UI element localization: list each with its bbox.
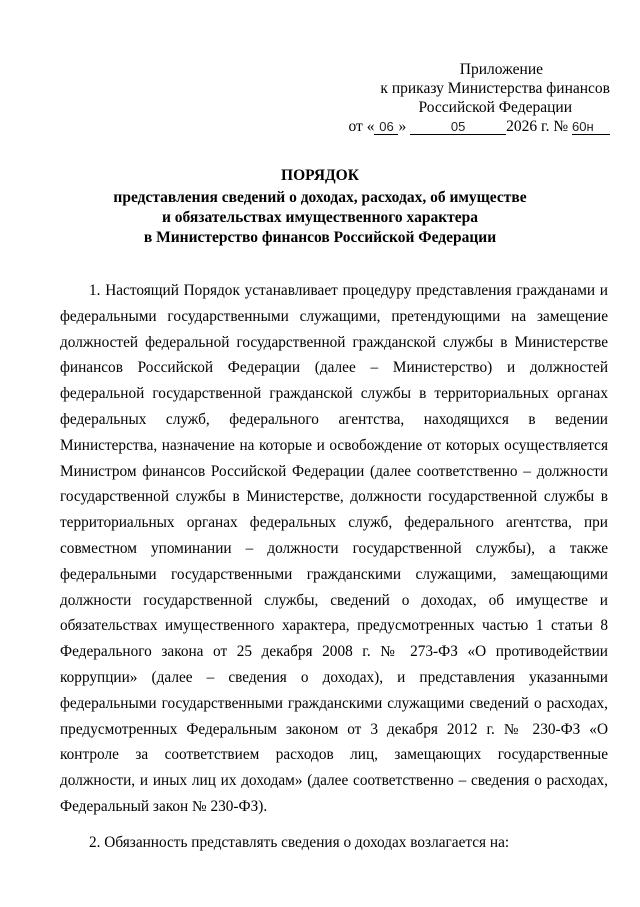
- annex-header: [349, 60, 610, 136]
- order-number: 60н: [572, 119, 610, 135]
- title-line-2: и обязательствах имущественного характера: [162, 209, 478, 226]
- title-main: ПОРЯДОК: [281, 167, 359, 184]
- date-year: 2026 г. №: [506, 118, 569, 135]
- date-day: 06: [374, 119, 398, 135]
- paragraph-1: 1. Настоящий Порядок устанавливает процедуру представления гражданами и федеральными государственными служащими, претендующими на замещение должностей федеральной государственной гражданской службы в Министерстве финансов Российской Федерации (далее – Министерство) и должностей федеральной государственной гражданской службы в территориальных органах федеральных служб, федерального агентства, находящихся в ведении Министерства, назначение на которые и освобождение от которых осуществляется Министром финансов Российской Федерации (далее соответственно – должности государственной службы в Министерстве, должности государственной службы в территориальных органах федеральных служб, федерального агентства, при совместном упоминании – должности государственной службы), а также федеральными государственными гражданскими служащими, замещающими должности государственной службы, сведений о доходах, об имуществе и обязательствах имущественного характера, предусмотренных частью 1 статьи 8 Федерального закона от 25 декабря 2008 г. № 273-ФЗ «О противодействии коррупции» (далее – сведения о доходах), и представления указанными федеральными государственными гражданскими служащими сведений о расходах, предусмотренных Федеральным законом от 3 декабря 2012 г. № 230-ФЗ «О контроле за соответствием расходов лиц, замещающих государственные должности, и иных лиц их доходам» (далее соответственно – сведения о расходах, Федеральный закон № 230-ФЗ).: [60, 282, 608, 815]
- title-line-3: в Министерство финансов Российской Федерации: [143, 229, 497, 246]
- paragraph-2: 2. Обязанность представлять сведения о доходах возлагается на:: [89, 833, 510, 851]
- date-prefix: от «: [348, 118, 375, 135]
- date-day-close: »: [398, 118, 407, 135]
- annex-order-ref: к приказу Министерства финансов: [380, 80, 610, 97]
- document-title: [0, 166, 640, 248]
- document-body: [60, 278, 608, 856]
- annex-label: Приложение: [459, 61, 543, 78]
- annex-ministry: Российской Федерации: [418, 99, 572, 116]
- annex-date-row: [349, 117, 610, 136]
- title-line-1: представления сведений о доходах, расходах, об имуществе: [113, 189, 527, 206]
- date-month: 05: [410, 119, 506, 135]
